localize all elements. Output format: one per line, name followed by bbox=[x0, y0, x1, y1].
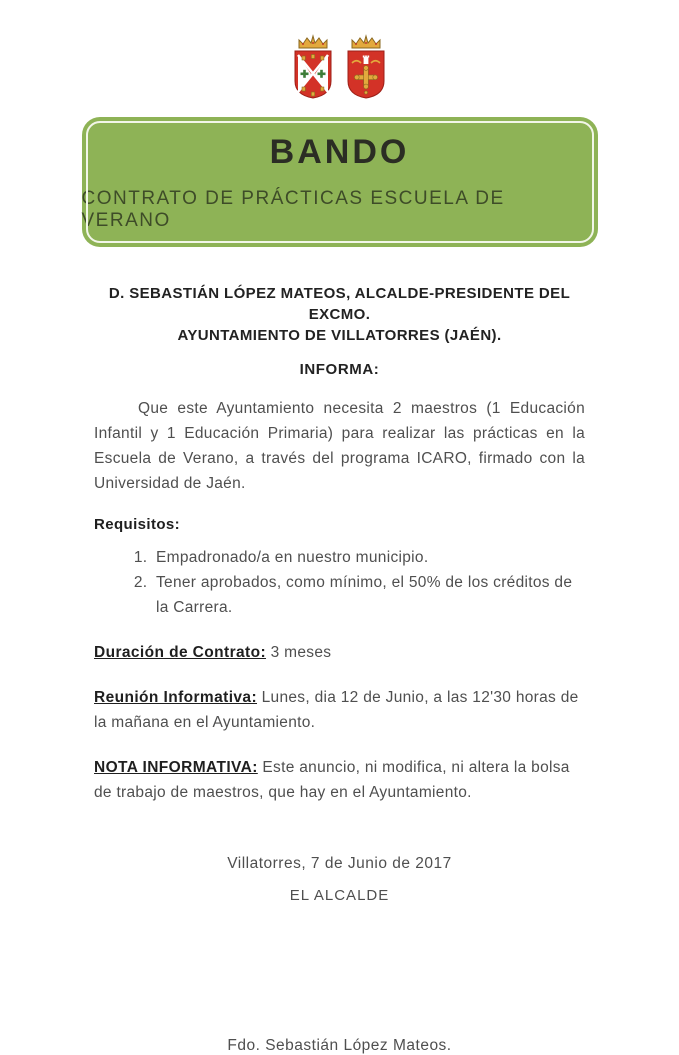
requisitos-list bbox=[94, 545, 585, 620]
coat-of-arms-left-icon bbox=[290, 33, 336, 101]
signature-line: Fdo. Sebastián López Mateos. bbox=[227, 1037, 452, 1054]
date-line: Villatorres, 7 de Junio de 2017 bbox=[227, 855, 452, 872]
banner-title: BANDO bbox=[269, 133, 410, 172]
document-body bbox=[94, 283, 585, 1055]
duracion-label: Duración de Contrato: bbox=[94, 644, 267, 661]
officer-line-2: AYUNTAMIENTO DE VILLATORRES (JAÉN). bbox=[177, 327, 502, 344]
coat-of-arms-right-icon bbox=[343, 33, 389, 101]
reunion-value: Lunes, dia 12 de Junio, a las 12'30 horas de la mañana en el Ayuntamiento. bbox=[94, 689, 579, 731]
requisito-item-2: 2. Tener aprobados, como mínimo, el 50% de los créditos de la Carrera. bbox=[152, 570, 585, 620]
coat-of-arms-group bbox=[0, 0, 679, 101]
nota-line bbox=[94, 755, 585, 805]
officer-line-1: D. SEBASTIÁN LÓPEZ MATEOS, ALCALDE-PRESIDENTE DEL EXCMO. bbox=[108, 285, 571, 323]
nota-value: Este anuncio, ni modifica, ni altera la bolsa de trabajo de maestros, que hay en el Ayuntamiento. bbox=[94, 759, 570, 801]
reunion-label: Reunión Informativa: bbox=[94, 689, 258, 706]
banner-subtitle: CONTRATO DE PRÁCTICAS ESCUELA DE VERANO bbox=[81, 187, 505, 231]
officer-heading bbox=[94, 283, 585, 346]
duracion-value: 3 meses bbox=[270, 644, 332, 661]
duracion-line bbox=[94, 640, 585, 665]
intro-paragraph: Que este Ayuntamiento necesita 2 maestros (1 Educación Infantil y 1 Educación Primaria) para realizar las prácticas en la Escuela de Verano, a través del programa ICARO, firmado con la Universidad de Jaén. bbox=[94, 400, 585, 492]
informa-heading: INFORMA: bbox=[299, 361, 380, 378]
requisitos-heading: Requisitos: bbox=[94, 516, 181, 533]
banner bbox=[82, 117, 598, 247]
reunion-line bbox=[94, 685, 585, 735]
signer-title: EL ALCALDE bbox=[289, 887, 390, 904]
requisito-item-1: 1. Empadronado/a en nuestro municipio. bbox=[152, 545, 585, 570]
nota-label: NOTA INFORMATIVA: bbox=[94, 759, 258, 776]
